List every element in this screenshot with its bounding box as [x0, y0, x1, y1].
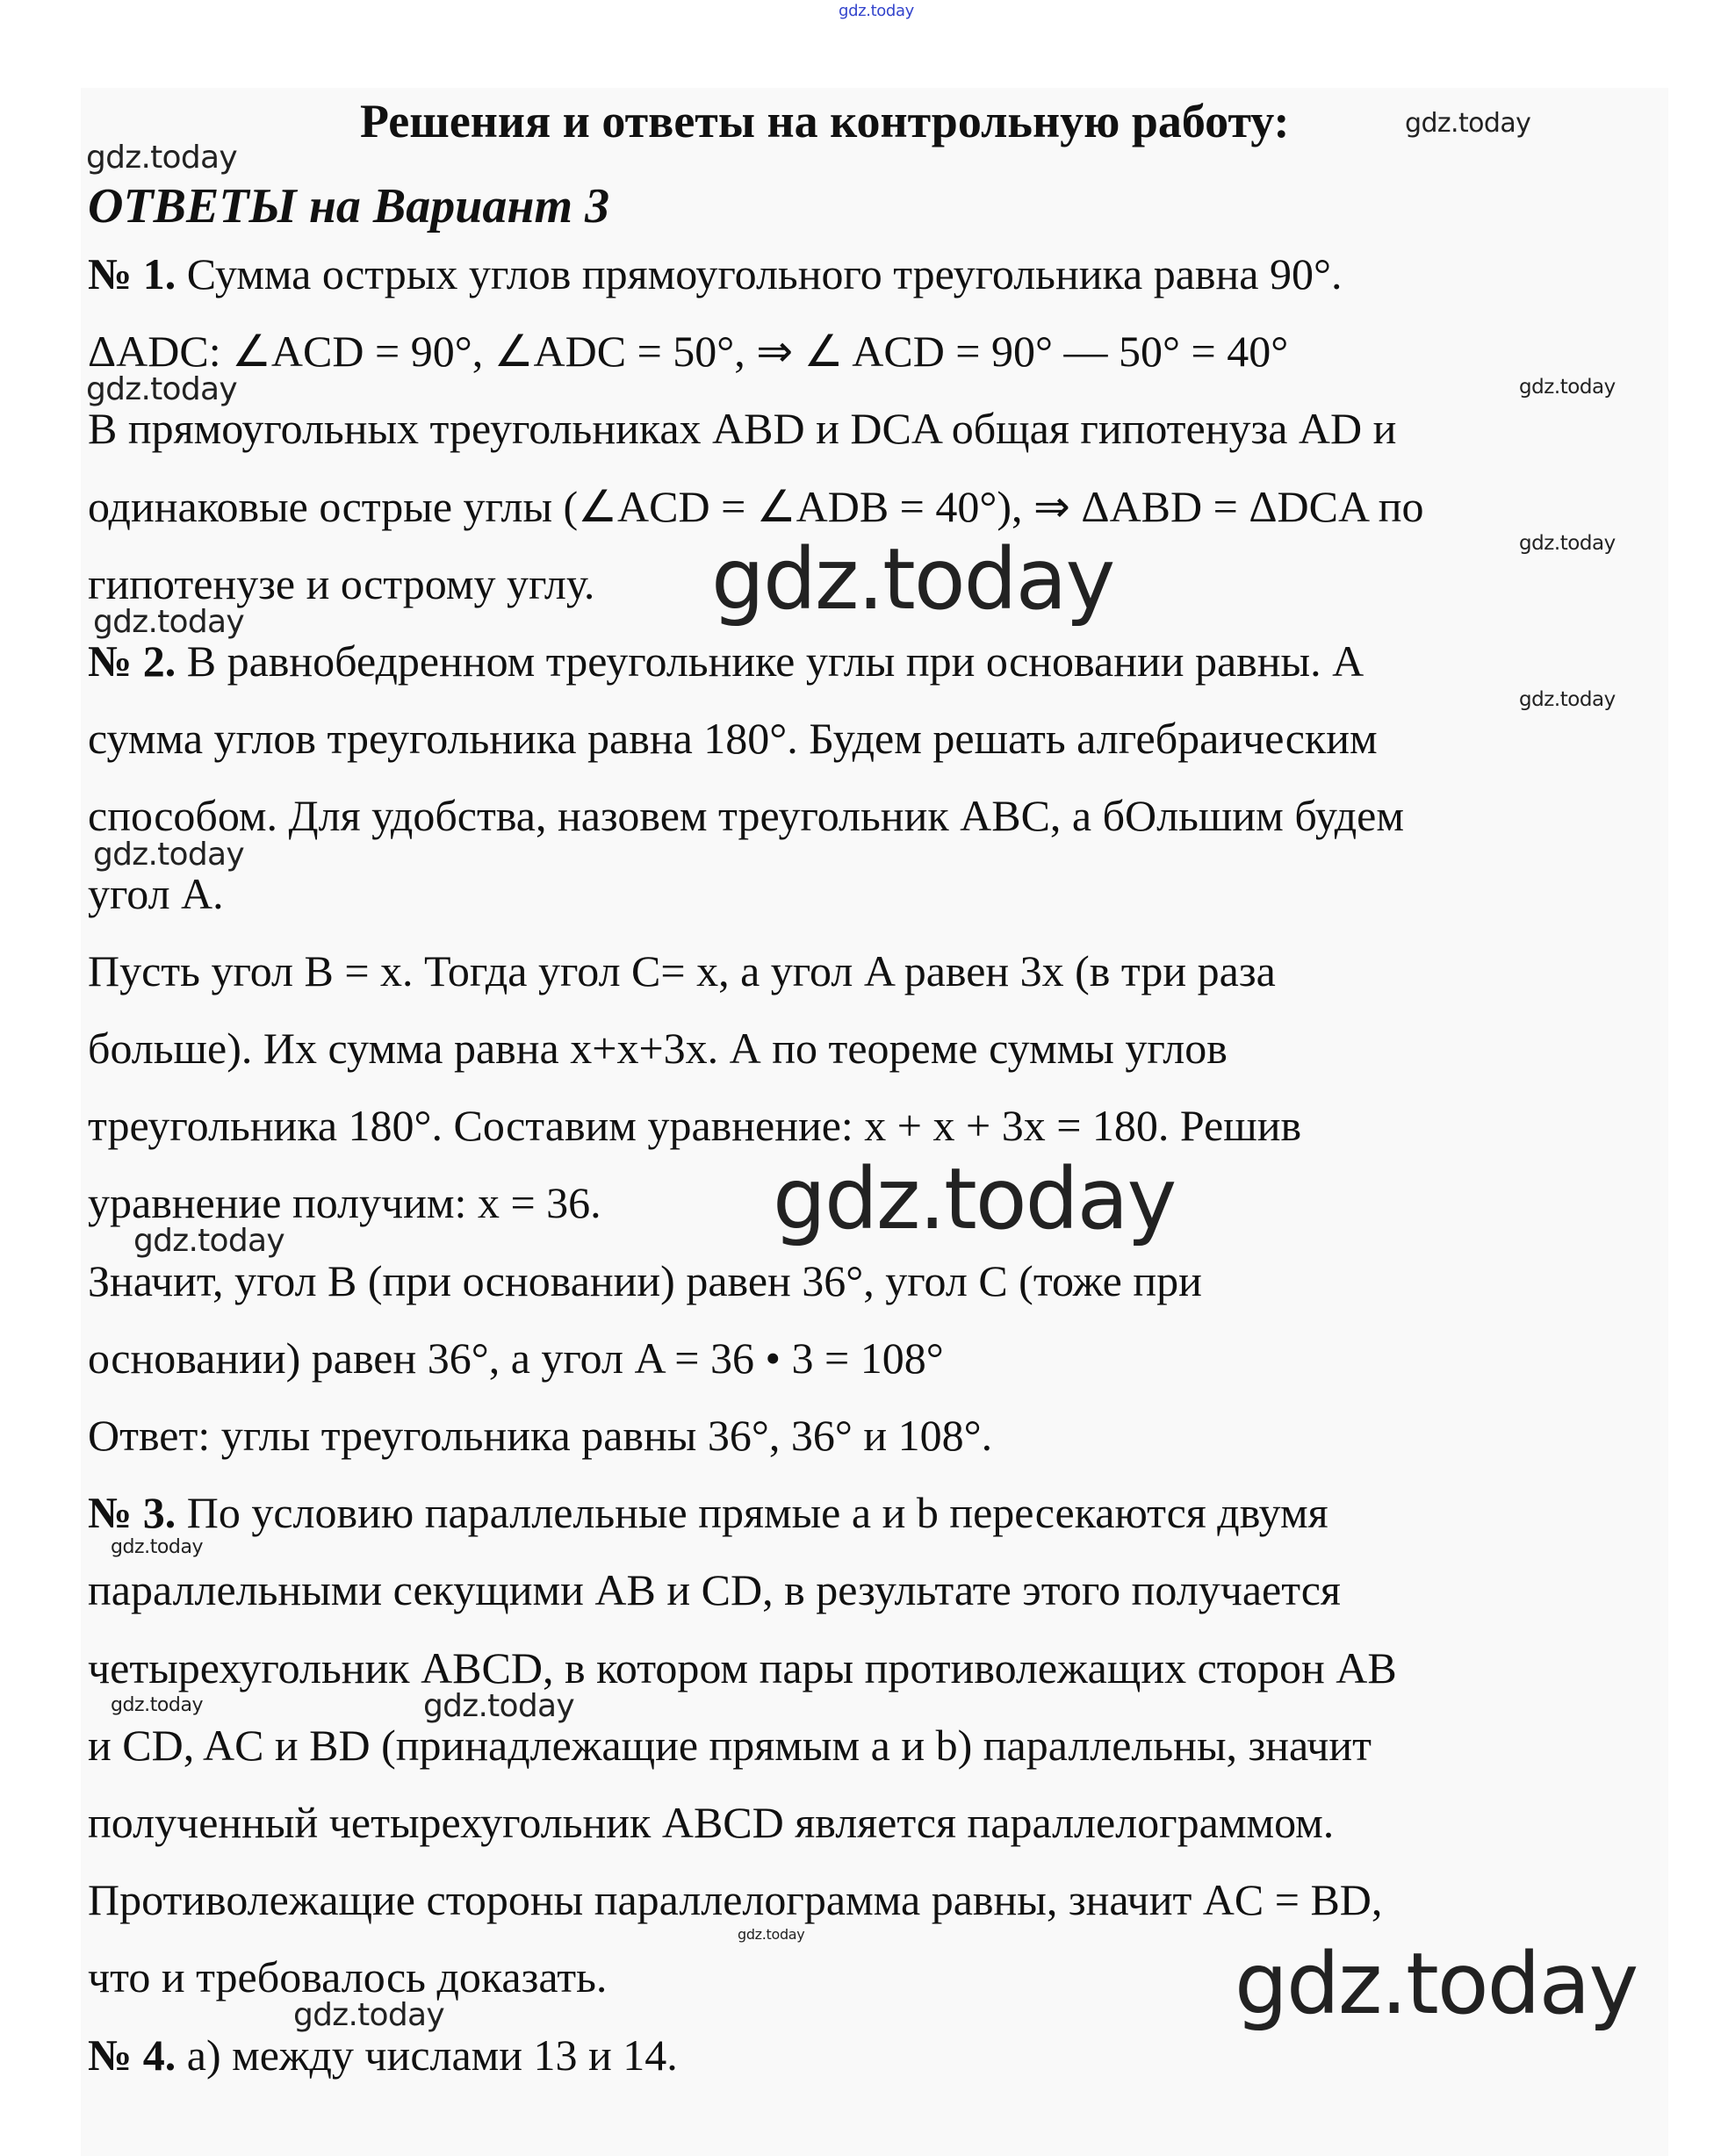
- line-text: Сумма острых углов прямоугольного треугольника равна 90°.: [176, 249, 1343, 298]
- watermark: gdz.today: [111, 1694, 204, 1716]
- line-text: гипотенузе и острому углу.: [88, 558, 595, 608]
- watermark: gdz.today: [773, 1150, 1176, 1248]
- text-line: [88, 1101, 1302, 1151]
- line-text: больше). Их сумма равна x+x+3x. А по теореме суммы углов: [88, 1024, 1228, 1073]
- watermark: gdz.today: [133, 1223, 284, 1259]
- text-line: [88, 1875, 1383, 1925]
- line-text: Противолежащие стороны параллелограмма равны, значит AC = BD,: [88, 1875, 1383, 1925]
- text-line: [88, 1178, 601, 1228]
- watermark: gdz.today: [1235, 1935, 1638, 2033]
- line-text: одинаковые острые углы (∠ACD = ∠ADB = 40°), ⇒ ΔABD = ΔDCA по: [88, 481, 1424, 531]
- watermark: gdz.today: [93, 837, 244, 873]
- watermark: gdz.today: [86, 371, 237, 407]
- watermark: gdz.today: [1519, 376, 1616, 399]
- line-text: сумма углов треугольника равна 180°. Будем решать алгебраическим: [88, 714, 1378, 764]
- text-line: [88, 1255, 1202, 1305]
- text-line: [88, 249, 1343, 298]
- line-text: основании) равен 36°, а угол A = 36 • 3 = 108°: [88, 1333, 944, 1383]
- line-text: уравнение получим: x = 36.: [88, 1178, 601, 1228]
- text-line: [88, 1720, 1372, 1770]
- text-line: [88, 714, 1378, 764]
- line-text: Значит, угол B (при основании) равен 36°, угол C (тоже при: [88, 1255, 1202, 1305]
- watermark: gdz.today: [93, 604, 244, 640]
- line-text: Пусть угол B = x. Тогда угол C= x, а угол A равен 3x (в три раза: [88, 945, 1276, 995]
- watermark: gdz.today: [1519, 532, 1616, 555]
- line-text: угол А.: [88, 868, 224, 918]
- problem-number: № 3.: [88, 1488, 176, 1538]
- text-line: [88, 481, 1424, 531]
- text-line: [88, 636, 1364, 686]
- text-line: [88, 1411, 993, 1460]
- text-line: [88, 1952, 608, 2002]
- watermark: gdz.today: [111, 1536, 204, 1558]
- variant-heading: ОТВЕТЫ на Вариант 3: [88, 179, 610, 234]
- line-text: полученный четырехугольник ABCD является параллелограммом.: [88, 1798, 1335, 1847]
- watermark: gdz.today: [86, 140, 237, 176]
- problem-number: № 2.: [88, 636, 176, 686]
- text-line: [88, 327, 1289, 377]
- page-title: Решения и ответы на контрольную работу:: [360, 95, 1290, 147]
- problem-number: № 1.: [88, 249, 176, 298]
- watermark: gdz.today: [1519, 688, 1616, 711]
- text-line: [88, 868, 224, 918]
- line-text: четырехугольник ABCD, в котором пары противолежащих сторон AB: [88, 1642, 1397, 1692]
- line-text: треугольника 180°. Составим уравнение: x + x + 3x = 180. Решив: [88, 1101, 1302, 1151]
- watermark: gdz.today: [293, 1997, 444, 2033]
- watermark: gdz.today: [711, 530, 1114, 629]
- line-text: параллельными секущими AB и CD, в результате этого получается: [88, 1565, 1341, 1615]
- text-line: [88, 1024, 1228, 1073]
- text-line: [88, 2030, 678, 2080]
- watermark: gdz.today: [423, 1688, 574, 1724]
- text-line: [88, 1565, 1341, 1615]
- problem-number: № 4.: [88, 2030, 176, 2080]
- line-text: что и требовалось доказать.: [88, 1952, 608, 2002]
- watermark: gdz.today: [738, 1926, 805, 1943]
- text-line: [88, 945, 1276, 995]
- line-text: По условию параллельные прямые a и b пересекаются двумя: [176, 1488, 1328, 1538]
- watermark: gdz.today: [1405, 108, 1531, 139]
- line-text: и CD, AC и BD (принадлежащие прямым a и b) параллельны, значит: [88, 1720, 1372, 1770]
- line-text: В равнобедренном треугольнике углы при основании равны. А: [176, 636, 1364, 686]
- text-line: [88, 1642, 1397, 1692]
- watermark: gdz.today: [839, 2, 914, 20]
- line-text: ΔADC: ∠ACD = 90°, ∠ADC = 50°, ⇒ ∠ ACD = 90° — 50° = 40°: [88, 327, 1289, 377]
- text-line: [88, 404, 1397, 454]
- text-line: [88, 791, 1404, 841]
- line-text: В прямоугольных треугольниках ABD и DCA общая гипотенуза AD и: [88, 404, 1397, 454]
- text-line: [88, 558, 595, 608]
- text-line: [88, 1488, 1328, 1538]
- text-line: [88, 1333, 944, 1383]
- line-text: способом. Для удобства, назовем треугольник ABC, а бОльшим будем: [88, 791, 1404, 841]
- line-text: а) между числами 13 и 14.: [176, 2030, 678, 2080]
- text-line: [88, 1798, 1335, 1847]
- line-text: Ответ: углы треугольника равны 36°, 36° и 108°.: [88, 1411, 993, 1460]
